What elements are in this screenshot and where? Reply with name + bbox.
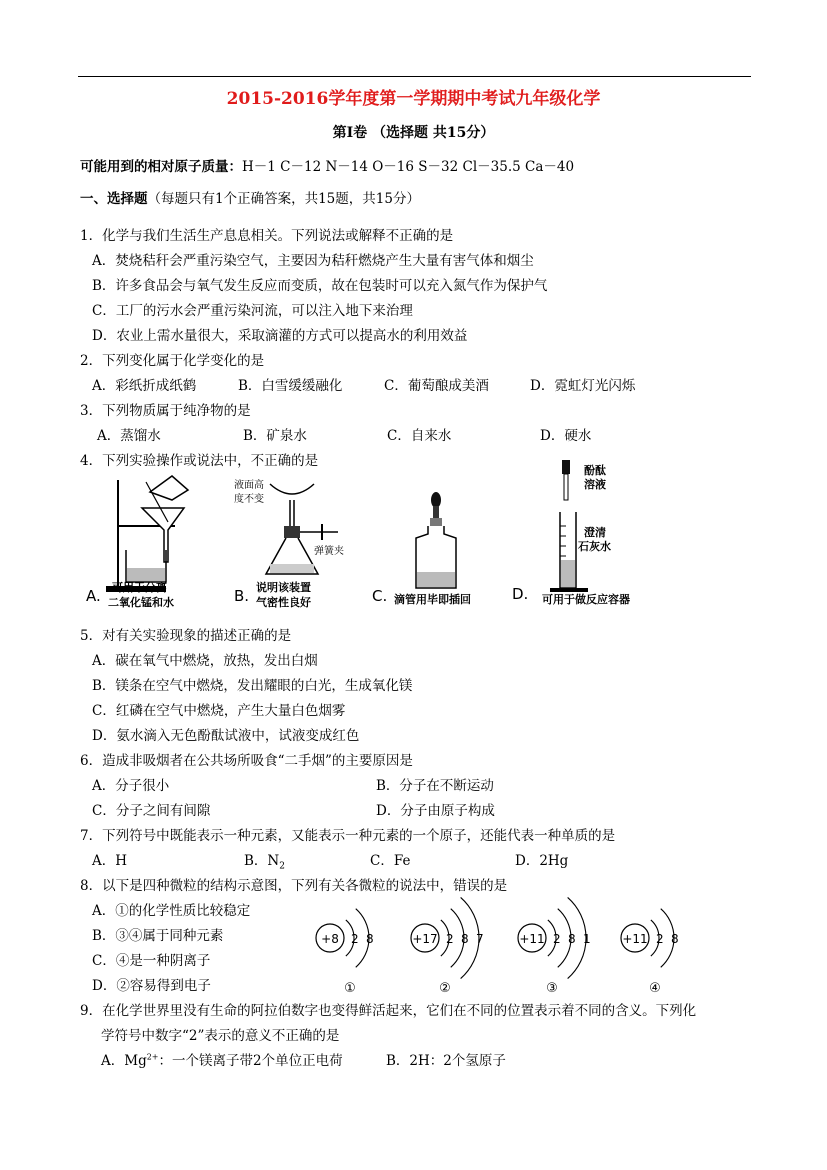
q4-figure-c-dropper bbox=[370, 470, 500, 610]
q8-option-a: A．①的化学性质比较稳定 bbox=[92, 903, 251, 919]
particle-2 bbox=[411, 897, 484, 996]
q2-option-b: B．白雪缓缓融化 bbox=[238, 378, 343, 394]
header-rule bbox=[78, 76, 751, 77]
section-heading bbox=[80, 187, 420, 207]
q3-stem: 3．下列物质属于纯净物的是 bbox=[80, 403, 251, 419]
q5-option-d: D．氨水滴入无色酚酞试液中，试液变成红色 bbox=[92, 728, 360, 744]
nucleus-charge: +11 bbox=[519, 932, 545, 946]
q9-stem-line-1: 9．在化学世界里没有生命的阿拉伯数字也变得鲜活起来，它们在不同的位置表示着不同的含义。下列化 bbox=[80, 1003, 697, 1019]
q7-option-b-main: B．N bbox=[244, 853, 280, 869]
q4-figure-d-cylinder bbox=[510, 456, 670, 610]
q2-stem: 2．下列变化属于化学变化的是 bbox=[80, 353, 265, 369]
q4-figure-b-note-2: 度不变 bbox=[234, 494, 264, 505]
electron-count: 2 bbox=[656, 932, 664, 946]
q3-option-b: B．矿泉水 bbox=[243, 428, 307, 444]
atomic-mass-label: 可能用到的相对原子质量： bbox=[80, 159, 242, 175]
section-note: （每题只有1个正确答案，共15题，共15分） bbox=[147, 191, 420, 207]
q7-option-b-sub: 2 bbox=[279, 861, 285, 872]
q4-figure-b-clamp: 弹簧夹 bbox=[314, 546, 344, 557]
q4-figure-c-caption: 滴管用毕即插回 bbox=[394, 593, 471, 606]
q6-option-d: D．分子由原子构成 bbox=[376, 803, 495, 819]
q4-figure-d-caption: 可用于做反应容器 bbox=[542, 593, 630, 606]
atomic-mass-line bbox=[80, 155, 574, 175]
q2-option-d: D．霓虹灯光闪烁 bbox=[530, 378, 636, 394]
q8-option-b: B．③④属于同种元素 bbox=[92, 928, 224, 944]
q1-option-a: A．焚烧秸秆会严重污染空气，主要因为秸秆燃烧产生大量有害气体和烟尘 bbox=[92, 253, 534, 269]
particle-label: ③ bbox=[546, 981, 558, 996]
q8-particle-diagrams bbox=[300, 890, 720, 1000]
q6-option-c: C．分子之间有间隙 bbox=[92, 803, 211, 819]
q5-option-a: A．碳在氧气中燃烧，放热，发出白烟 bbox=[92, 653, 318, 669]
q2-option-a: A．彩纸折成纸鹤 bbox=[92, 378, 197, 394]
q2-option-c: C．葡萄酿成美酒 bbox=[384, 378, 489, 394]
section-label: 一、选择题 bbox=[80, 191, 148, 207]
q9-option-a-sup: 2+ bbox=[146, 1052, 159, 1062]
q6-option-b: B．分子在不断运动 bbox=[376, 778, 494, 794]
particle-4 bbox=[621, 909, 679, 996]
electron-count: 2 bbox=[553, 932, 561, 946]
electron-count: 8 bbox=[366, 932, 374, 946]
q9-option-a-main: A．Mg bbox=[101, 1053, 147, 1069]
q4-figure-d-note-1: 酚酞 bbox=[584, 464, 606, 477]
particle-1 bbox=[316, 909, 374, 996]
q4-figure-a-caption-2: 二氧化锰和水 bbox=[108, 596, 174, 609]
electron-count: 2 bbox=[446, 932, 454, 946]
q4-figure-d-note-2: 溶液 bbox=[584, 478, 606, 491]
q1-option-c: C．工厂的污水会严重污染河流，可以注入地下来治理 bbox=[92, 303, 413, 319]
nucleus-charge: +17 bbox=[412, 932, 438, 946]
q9-stem-line-2: 学符号中数字“2”表示的意义不正确的是 bbox=[101, 1028, 340, 1044]
q7-option-d: D．2Hg bbox=[515, 853, 569, 869]
q4-figure-a-letter: A. bbox=[86, 587, 101, 605]
q6-stem: 6．造成非吸烟者在公共场所吸食“二手烟”的主要原因是 bbox=[80, 753, 413, 769]
q1-option-d: D．农业上需水量很大，采取滴灌的方式可以提高水的利用效益 bbox=[92, 328, 468, 344]
q1-option-b: B．许多食品会与氧气发生反应而变质，故在包装时可以充入氮气作为保护气 bbox=[92, 278, 548, 294]
q4-figure-c-letter: C. bbox=[372, 587, 388, 605]
electron-count: 2 bbox=[351, 932, 359, 946]
q4-figure-b-airtightness bbox=[230, 470, 360, 610]
q8-option-d: D．②容易得到电子 bbox=[92, 978, 211, 994]
q3-option-d: D．硬水 bbox=[540, 428, 592, 444]
electron-count: 8 bbox=[461, 932, 469, 946]
nucleus-charge: +8 bbox=[321, 932, 339, 946]
q8-option-c: C．④是一种阴离子 bbox=[92, 953, 211, 969]
particle-3 bbox=[518, 897, 591, 996]
q4-figure-d-note-3: 澄清 bbox=[584, 526, 606, 539]
q4-stem: 4．下列实验操作或说法中，不正确的是 bbox=[80, 453, 319, 469]
q7-stem: 7．下列符号中既能表示一种元素，又能表示一种元素的一个原子，还能代表一种单质的是 bbox=[80, 828, 616, 844]
q4-figure-d-note-4: 石灰水 bbox=[578, 540, 611, 553]
q4-figure-d-letter: D. bbox=[512, 585, 529, 603]
nucleus-charge: +11 bbox=[622, 932, 648, 946]
q4-figure-b-caption-1: 说明该装置 bbox=[256, 581, 311, 594]
particle-label: ④ bbox=[649, 981, 661, 996]
electron-count: 8 bbox=[671, 932, 679, 946]
q8-stem: 8．以下是四种微粒的结构示意图，下列有关各微粒的说法中，错误的是 bbox=[80, 878, 508, 894]
q7-option-b bbox=[244, 849, 285, 872]
q5-stem: 5．对有关实验现象的描述正确的是 bbox=[80, 628, 292, 644]
q4-figure-b-letter: B. bbox=[234, 587, 250, 605]
exam-title: 2015-2016学年度第一学期期中考试九年级化学 bbox=[226, 89, 601, 109]
q9-option-a bbox=[101, 1049, 343, 1069]
q7-option-a: A．H bbox=[92, 853, 128, 869]
particle-label: ② bbox=[439, 981, 451, 996]
q4-figure-b-note-1: 液面高 bbox=[234, 480, 264, 491]
q7-option-c: C．Fe bbox=[370, 853, 411, 869]
electron-count: 7 bbox=[476, 932, 484, 946]
q4-figure-a-filtration bbox=[80, 470, 210, 610]
q4-figure-a-caption-1: 可用于分离 bbox=[112, 581, 167, 594]
q9-option-a-rest: ：一个镁离子带2个单位正电荷 bbox=[158, 1053, 343, 1069]
section-subtitle: 第Ⅰ卷 （选择题 共15分） bbox=[332, 125, 495, 141]
q6-option-a: A．分子很小 bbox=[92, 778, 170, 794]
q5-option-b: B．镁条在空气中燃烧，发出耀眼的白光，生成氧化镁 bbox=[92, 678, 413, 694]
electron-count: 8 bbox=[568, 932, 576, 946]
q3-option-a: A．蒸馏水 bbox=[97, 428, 161, 444]
atomic-mass-values: H－1 C－12 N－14 O－16 S－32 Cl－35.5 Ca－40 bbox=[242, 159, 575, 175]
q1-stem: 1．化学与我们生活生产息息相关。下列说法或解释不正确的是 bbox=[80, 228, 454, 244]
q3-option-c: C．自来水 bbox=[387, 428, 452, 444]
q4-figure-b-caption-2: 气密性良好 bbox=[256, 596, 311, 609]
q9-option-b: B．2H：2个氢原子 bbox=[386, 1053, 506, 1069]
q5-option-c: C．红磷在空气中燃烧，产生大量白色烟雾 bbox=[92, 703, 346, 719]
particle-label: ① bbox=[344, 981, 356, 996]
electron-count: 1 bbox=[583, 932, 591, 946]
